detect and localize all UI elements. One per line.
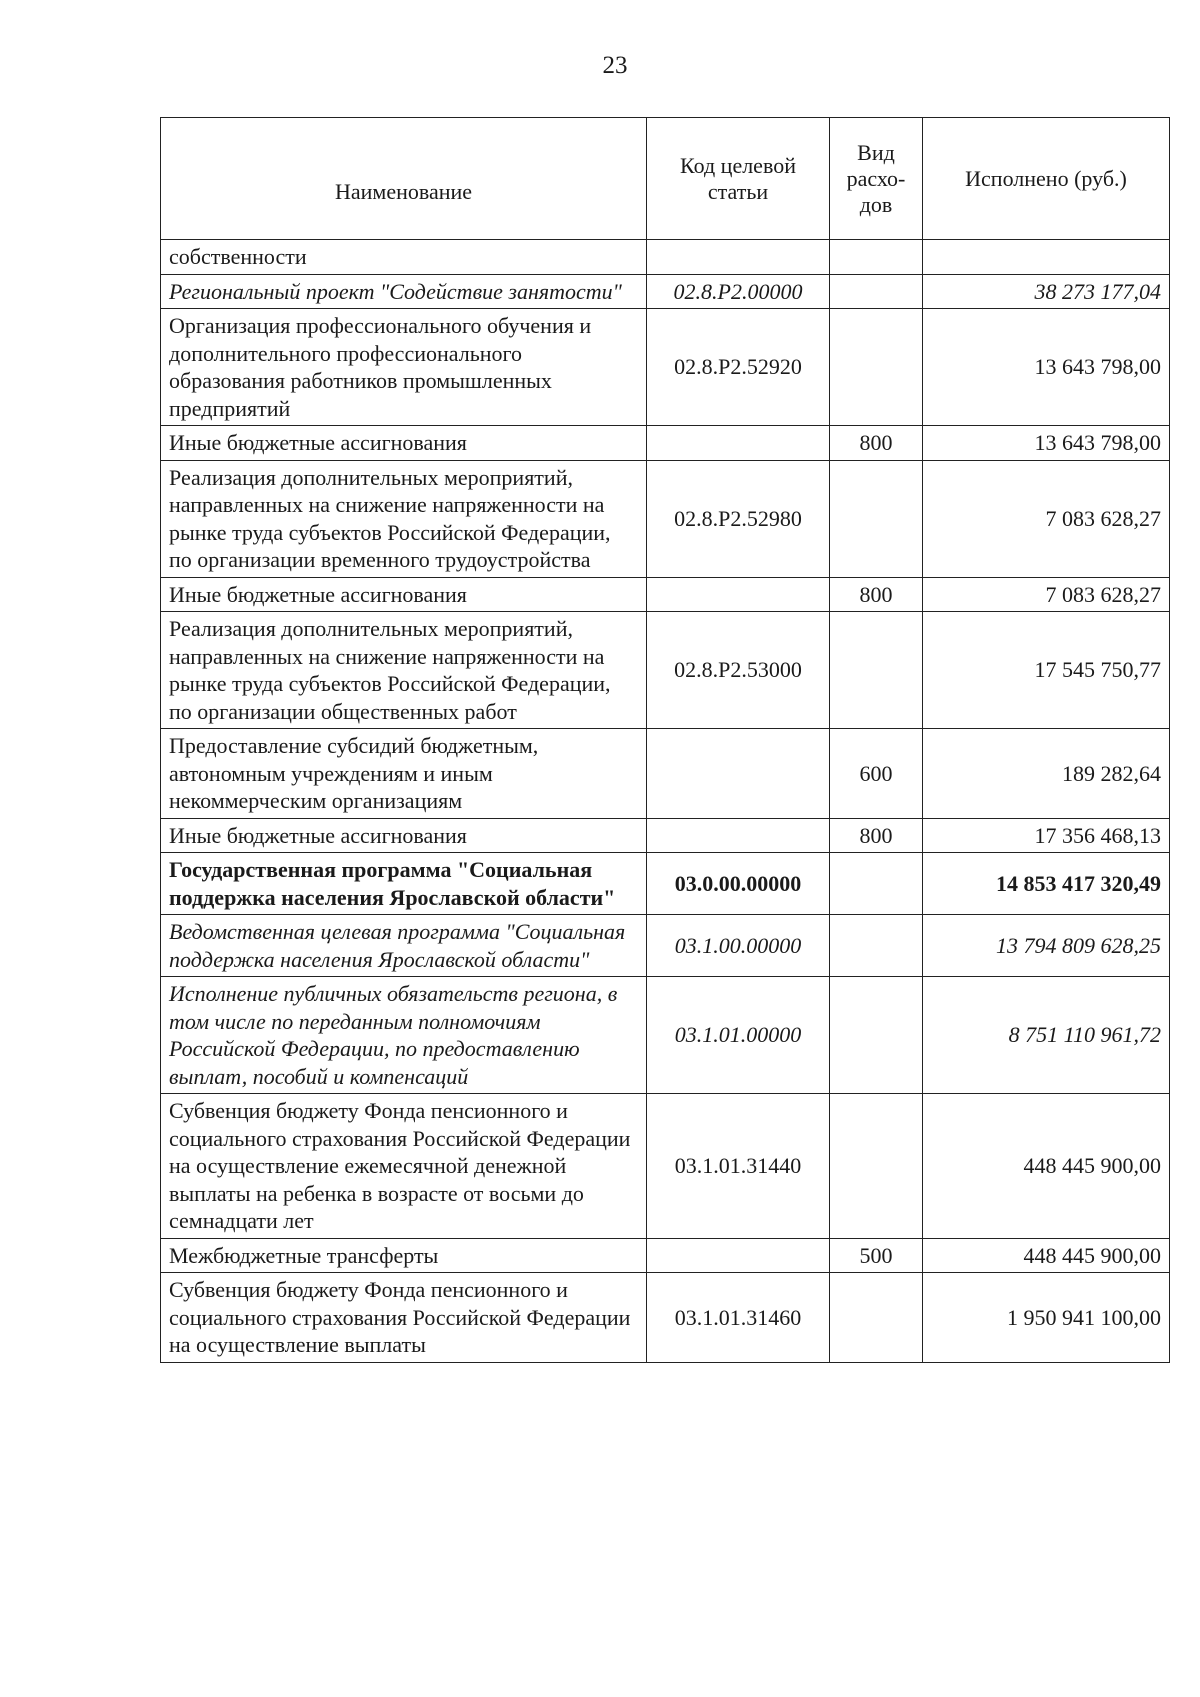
- row-amount: 13 794 809 628,25: [923, 915, 1170, 977]
- row-code: 02.8.Р2.53000: [647, 612, 830, 729]
- row-type: [830, 1094, 923, 1239]
- row-type: [830, 240, 923, 275]
- row-code: [647, 426, 830, 461]
- row-amount: 38 273 177,04: [923, 274, 1170, 309]
- row-amount: [923, 240, 1170, 275]
- row-code: 03.1.01.31460: [647, 1273, 830, 1363]
- row-name: Организация профессионального обучения и дополнительного профессионального образования работников промышленных предприятий: [161, 309, 647, 426]
- table-row: [161, 915, 1170, 977]
- row-type: 800: [830, 426, 923, 461]
- row-type: [830, 309, 923, 426]
- row-code: 03.1.01.31440: [647, 1094, 830, 1239]
- table-row: [161, 1273, 1170, 1363]
- row-amount: 7 083 628,27: [923, 460, 1170, 577]
- row-name: Иные бюджетные ассигнования: [161, 818, 647, 853]
- row-amount: 8 751 110 961,72: [923, 977, 1170, 1094]
- table-row: [161, 309, 1170, 426]
- row-name: Субвенция бюджету Фонда пенсионного и социального страхования Российской Федерации на осуществление ежемесячной денежной выплаты на ребенка в возрасте от восьми до семнадцати лет: [161, 1094, 647, 1239]
- row-amount: 189 282,64: [923, 729, 1170, 819]
- row-amount: 1 950 941 100,00: [923, 1273, 1170, 1363]
- table-body: [161, 240, 1170, 1363]
- row-code: 02.8.Р2.52980: [647, 460, 830, 577]
- row-name: Реализация дополнительных мероприятий, направленных на снижение напряженности на рынке труда субъектов Российской Федерации, по организации общественных работ: [161, 612, 647, 729]
- row-code: 03.0.00.00000: [647, 853, 830, 915]
- row-code: [647, 818, 830, 853]
- table-row: [161, 853, 1170, 915]
- row-code: [647, 577, 830, 612]
- table-header-row: [161, 118, 1170, 240]
- table-row: [161, 977, 1170, 1094]
- table-row: [161, 1238, 1170, 1273]
- row-type: [830, 460, 923, 577]
- table-row: [161, 274, 1170, 309]
- table-row: [161, 818, 1170, 853]
- table-row: [161, 240, 1170, 275]
- row-amount: 13 643 798,00: [923, 309, 1170, 426]
- row-amount: 17 356 468,13: [923, 818, 1170, 853]
- row-code: [647, 729, 830, 819]
- header-type: Вид расхо-дов: [830, 118, 923, 240]
- row-type: [830, 853, 923, 915]
- row-type: [830, 612, 923, 729]
- row-amount: 17 545 750,77: [923, 612, 1170, 729]
- row-amount: 13 643 798,00: [923, 426, 1170, 461]
- row-name: Исполнение публичных обязательств региона, в том числе по переданным полномочиям Российской Федерации, по предоставлению выплат, пособий и компенсаций: [161, 977, 647, 1094]
- row-code: 02.8.Р2.52920: [647, 309, 830, 426]
- row-name: Реализация дополнительных мероприятий, направленных на снижение напряженности на рынке труда субъектов Российской Федерации, по организации временного трудоустройства: [161, 460, 647, 577]
- row-type: 800: [830, 818, 923, 853]
- row-name: Ведомственная целевая программа "Социальная поддержка населения Ярославской области": [161, 915, 647, 977]
- table-row: [161, 729, 1170, 819]
- row-amount: 448 445 900,00: [923, 1238, 1170, 1273]
- row-name: Иные бюджетные ассигнования: [161, 577, 647, 612]
- row-code: [647, 1238, 830, 1273]
- row-name: Межбюджетные трансферты: [161, 1238, 647, 1273]
- row-type: [830, 977, 923, 1094]
- row-name: Субвенция бюджету Фонда пенсионного и социального страхования Российской Федерации на осуществление выплаты: [161, 1273, 647, 1363]
- row-type: 800: [830, 577, 923, 612]
- row-code: [647, 240, 830, 275]
- page-number: 23: [602, 52, 628, 79]
- row-code: 03.1.00.00000: [647, 915, 830, 977]
- budget-execution-table: [160, 117, 1170, 1363]
- row-type: 500: [830, 1238, 923, 1273]
- row-type: [830, 1273, 923, 1363]
- row-amount: 14 853 417 320,49: [923, 853, 1170, 915]
- row-type: 600: [830, 729, 923, 819]
- row-name: Иные бюджетные ассигнования: [161, 426, 647, 461]
- row-type: [830, 915, 923, 977]
- table-row: [161, 1094, 1170, 1239]
- table-row: [161, 460, 1170, 577]
- row-type: [830, 274, 923, 309]
- row-amount: 7 083 628,27: [923, 577, 1170, 612]
- header-code: Код целевой статьи: [647, 118, 830, 240]
- table-row: [161, 426, 1170, 461]
- header-name: Наименование: [161, 118, 647, 240]
- row-code: 02.8.Р2.00000: [647, 274, 830, 309]
- row-amount: 448 445 900,00: [923, 1094, 1170, 1239]
- row-name: Государственная программа "Социальная поддержка населения Ярославской области": [161, 853, 647, 915]
- row-name: Региональный проект "Содействие занятости": [161, 274, 647, 309]
- row-name: Предоставление субсидий бюджетным, автономным учреждениям и иным некоммерческим организациям: [161, 729, 647, 819]
- table-row: [161, 577, 1170, 612]
- header-amount: Исполнено (руб.): [923, 118, 1170, 240]
- table-row: [161, 612, 1170, 729]
- row-code: 03.1.01.00000: [647, 977, 830, 1094]
- row-name: собственности: [161, 240, 647, 275]
